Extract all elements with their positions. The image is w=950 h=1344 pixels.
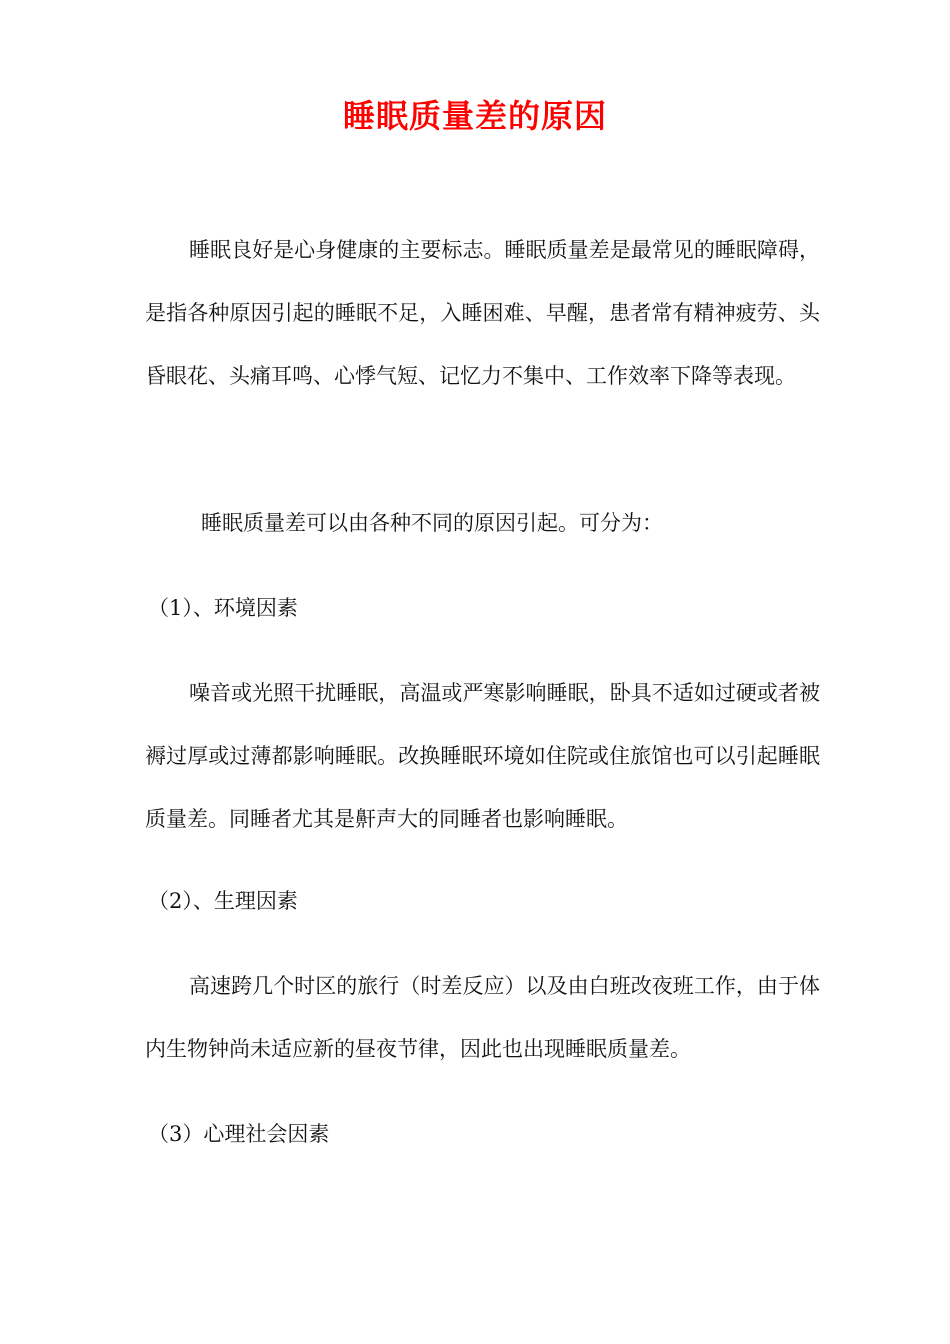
classification-paragraph: 睡眠质量差可以由各种不同的原因引起。可分为： <box>201 511 663 535</box>
document-title: 睡眠质量差的原因 <box>342 97 607 135</box>
section-body-environment: 噪音或光照干扰睡眠，高温或严寒影响睡眠，卧具不适如过硬或者被褥过厚或过薄都影响睡眠。改换睡眠环境如住院或住旅馆也可以引起睡眠质量差。同睡者尤其是鼾声大的同睡者也影响睡眠。 <box>145 681 820 831</box>
section-heading-psychosocial: （3）心理社会因素 <box>148 1122 330 1146</box>
section-body-physiology: 高速跨几个时区的旅行（时差反应）以及由白班改夜班工作，由于体内生物钟尚未适应新的昼夜节律，因此也出现睡眠质量差。 <box>145 974 820 1061</box>
section-heading-environment: （1）、环境因素 <box>148 596 298 620</box>
section-heading-physiology: （2）、生理因素 <box>148 889 298 913</box>
intro-paragraph: 睡眠良好是心身健康的主要标志。睡眠质量差是最常见的睡眠障碍，是指各种原因引起的睡眠不足，入睡困难、早醒，患者常有精神疲劳、头昏眼花、头痛耳鸣、心悸气短、记忆力不集中、工作效率下降等表现。 <box>145 238 820 388</box>
